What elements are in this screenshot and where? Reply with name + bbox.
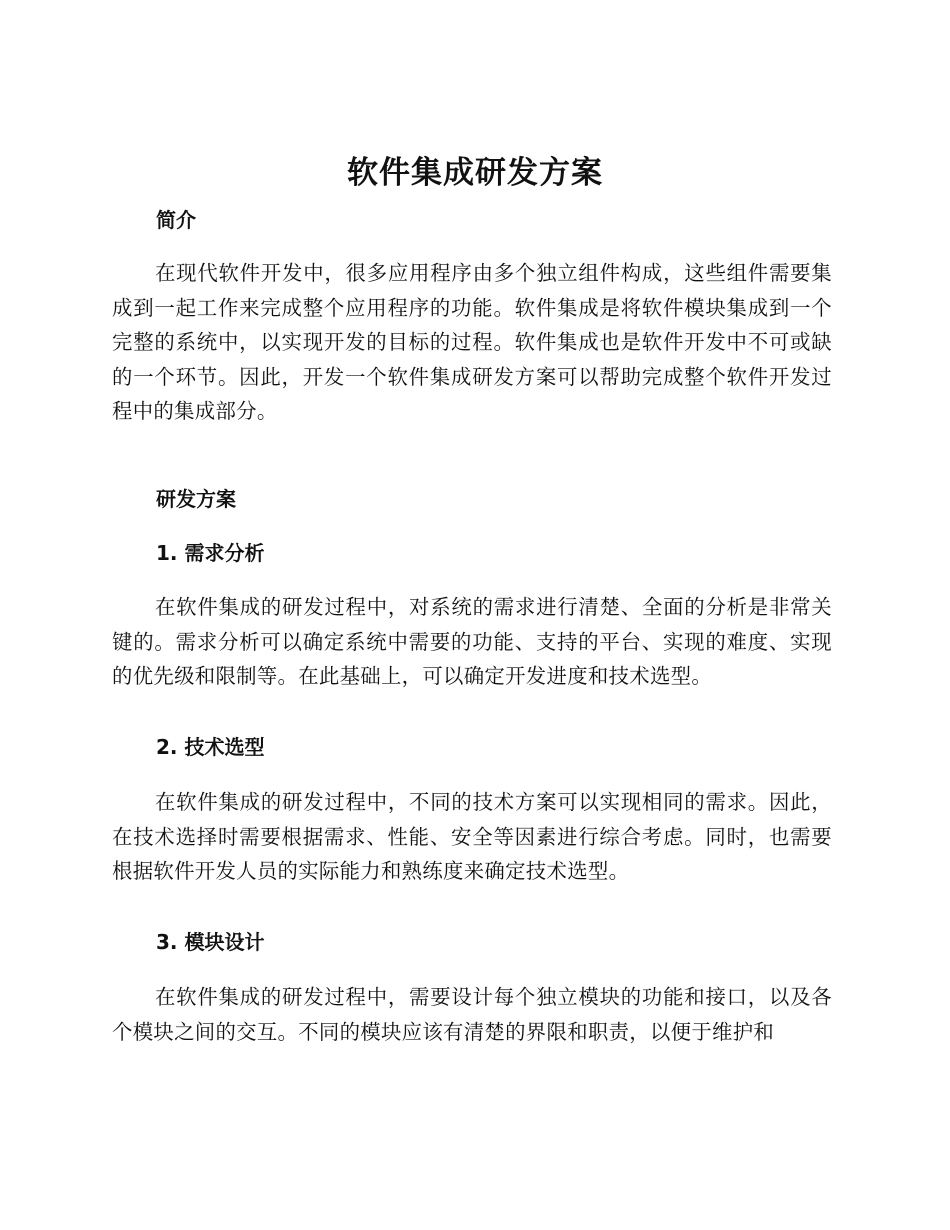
section-paragraph-tech-selection: 在软件集成的研发过程中，不同的技术方案可以实现相同的需求。因此，在技术选择时需要根据需求、性能、安全等因素进行综合考虑。同时，也需要根据软件开发人员的实际能力和熟练度来确定技术选型。	[112, 790, 832, 884]
section-heading-tech-selection: 2. 技术选型	[156, 735, 265, 759]
section-heading-module-design: 3. 模块设计	[156, 930, 265, 954]
section-heading-requirements: 1. 需求分析	[156, 541, 265, 565]
document-title: 软件集成研发方案	[347, 155, 603, 191]
intro-paragraph: 在现代软件开发中，很多应用程序由多个独立组件构成，这些组件需要集成到一起工作来完成整个应用程序的功能。软件集成是将软件模块集成到一个完整的系统中，以实现开发的目标的过程。软件集成也是软件开发中不可或缺的一个环节。因此，开发一个软件集成研发方案可以帮助完成整个软件开发过程中的集成部分。	[112, 261, 832, 424]
intro-heading: 简介	[156, 208, 196, 232]
section-paragraph-module-design: 在软件集成的研发过程中，需要设计每个独立模块的功能和接口，以及各个模块之间的交互。不同的模块应该有清楚的界限和职责，以便于维护和	[112, 985, 832, 1044]
plan-heading: 研发方案	[156, 487, 236, 511]
section-paragraph-requirements: 在软件集成的研发过程中，对系统的需求进行清楚、全面的分析是非常关键的。需求分析可以确定系统中需要的功能、支持的平台、实现的难度、实现的优先级和限制等。在此基础上，可以确定开发进度和技术选型。	[112, 595, 832, 689]
